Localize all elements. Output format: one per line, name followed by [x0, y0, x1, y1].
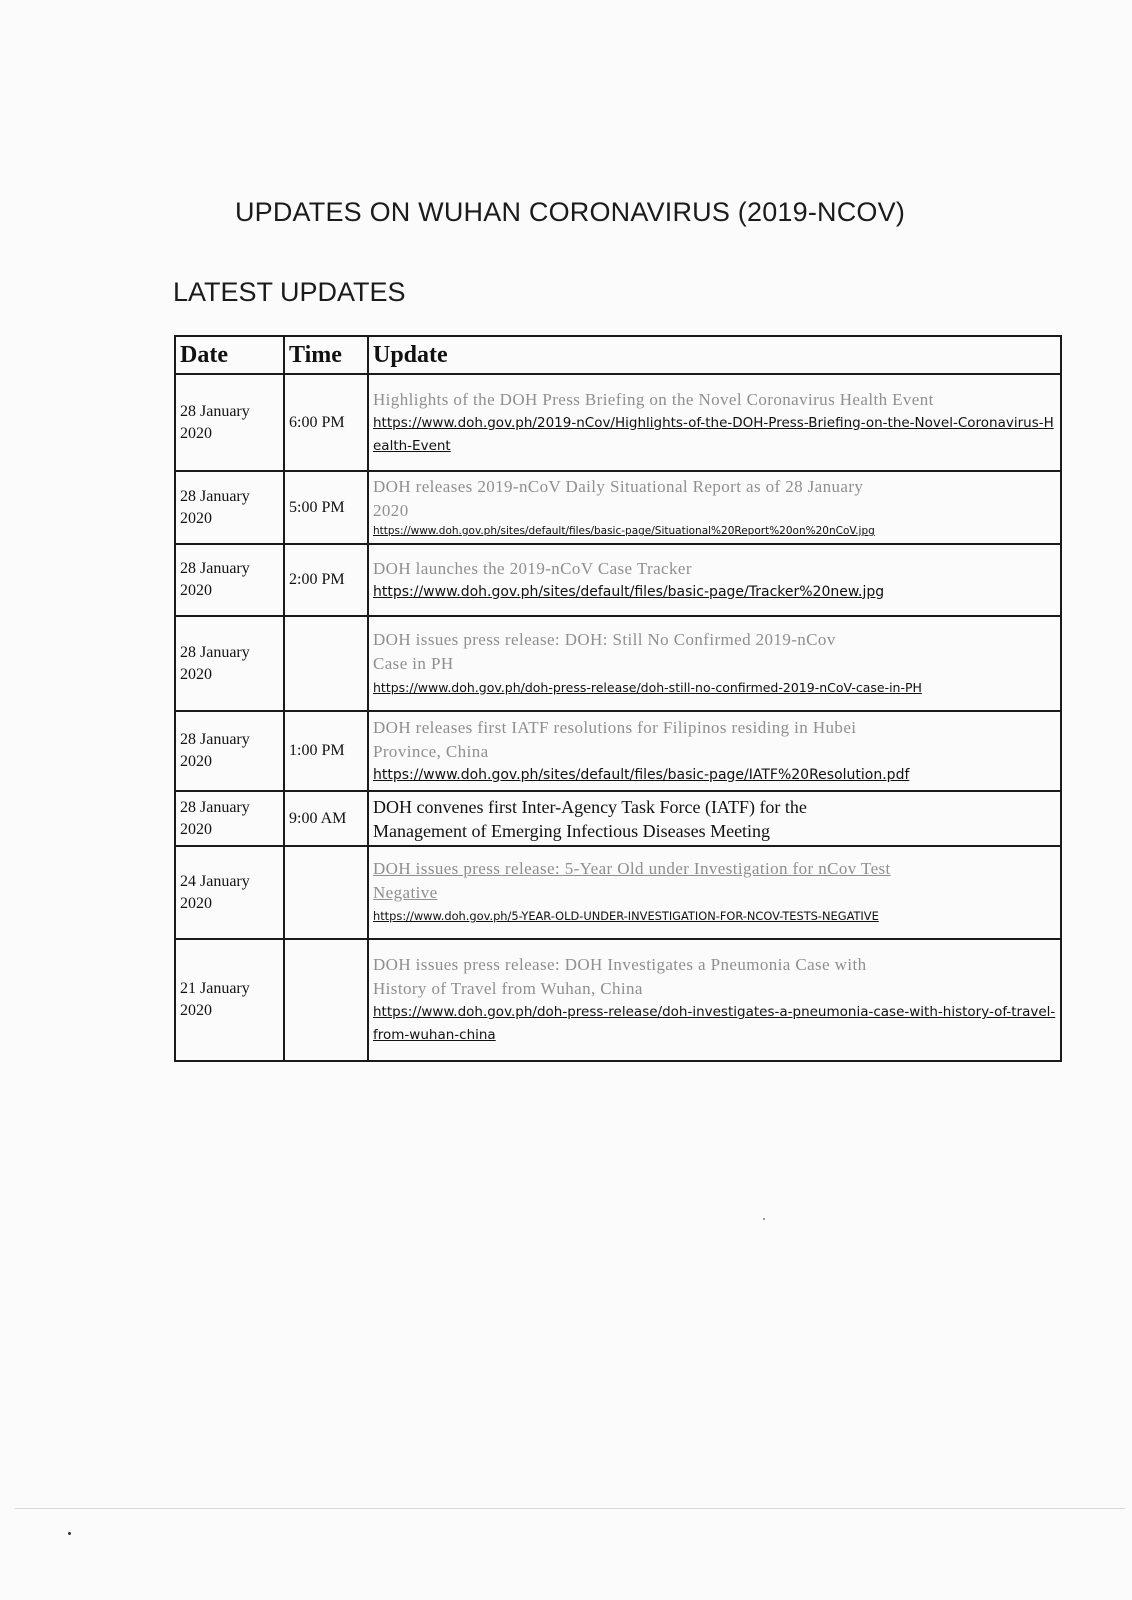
header-update: Update	[368, 336, 1061, 374]
scan-speck	[763, 1218, 765, 1220]
update-link[interactable]: https://www.doh.gov.ph/sites/default/files/basic-page/Tracker%20new.jpg	[373, 583, 885, 600]
date-cell: 28 January 2020	[175, 374, 284, 471]
table-header-row	[175, 336, 1061, 374]
time-cell	[284, 616, 368, 711]
update-title: DOH issues press release: DOH Investigates a Pneumonia Case with History of Travel from Wuhan, China	[373, 955, 867, 998]
update-title: DOH releases 2019-nCoV Daily Situational Report as of 28 January 2020	[373, 477, 864, 520]
table-row	[175, 471, 1061, 544]
update-title: DOH releases first IATF resolutions for Filipinos residing in Hubei Province, China	[373, 717, 857, 761]
update-title: DOH issues press release: DOH: Still No Confirmed 2019-nCov Case in PH	[373, 630, 836, 673]
section-title: LATEST UPDATES	[173, 277, 406, 307]
date-cell: 28 January 2020	[175, 544, 284, 616]
header-time: Time	[284, 336, 368, 374]
date-cell: 28 January 2020	[175, 471, 284, 544]
updates-table	[174, 335, 1062, 1062]
time-cell: 9:00 AM	[284, 791, 368, 846]
update-title: DOH convenes first Inter-Agency Task Force (IATF) for the Management of Emerging Infectious Diseases Meeting	[373, 796, 807, 841]
update-link[interactable]: https://www.doh.gov.ph/doh-press-release/doh-investigates-a-pneumonia-case-with-history-of-travel-from-wuhan-china	[373, 1004, 1056, 1043]
update-cell	[368, 544, 1061, 616]
scan-edge-line	[15, 1508, 1125, 1509]
time-cell: 5:00 PM	[284, 471, 368, 544]
update-title: Highlights of the DOH Press Briefing on the Novel Coronavirus Health Event	[373, 389, 934, 409]
date-cell: 24 January 2020	[175, 846, 284, 939]
update-link[interactable]: https://www.doh.gov.ph/5-YEAR-OLD-UNDER-INVESTIGATION-FOR-NCOV-TESTS-NEGATIVE	[373, 909, 879, 923]
update-cell	[368, 374, 1061, 471]
update-cell	[368, 616, 1061, 711]
update-title[interactable]: DOH issues press release: 5-Year Old under Investigation for nCov Test Negative	[373, 859, 891, 902]
update-link[interactable]: https://www.doh.gov.ph/doh-press-release/doh-still-no-confirmed-2019-nCoV-case-in-PH	[373, 680, 922, 695]
update-cell	[368, 846, 1061, 939]
table-row	[175, 846, 1061, 939]
update-link[interactable]: https://www.doh.gov.ph/sites/default/files/basic-page/Situational%20Report%20on%20nCoV.jpg	[373, 525, 875, 537]
time-cell	[284, 939, 368, 1061]
time-cell: 6:00 PM	[284, 374, 368, 471]
page-title: UPDATES ON WUHAN CORONAVIRUS (2019-NCOV)	[234, 197, 906, 227]
scan-speck	[68, 1532, 71, 1535]
table-row	[175, 374, 1061, 471]
date-cell: 28 January 2020	[175, 616, 284, 711]
update-cell	[368, 471, 1061, 544]
date-cell: 28 January 2020	[175, 791, 284, 846]
table-row	[175, 711, 1061, 791]
update-title: DOH launches the 2019-nCoV Case Tracker	[373, 558, 692, 578]
header-date: Date	[175, 336, 284, 374]
table-row	[175, 544, 1061, 616]
date-cell: 28 January 2020	[175, 711, 284, 791]
date-cell: 21 January 2020	[175, 939, 284, 1061]
table-row	[175, 939, 1061, 1061]
time-cell: 1:00 PM	[284, 711, 368, 791]
time-cell: 2:00 PM	[284, 544, 368, 616]
time-cell	[284, 846, 368, 939]
update-cell	[368, 791, 1061, 846]
update-link[interactable]: https://www.doh.gov.ph/2019-nCov/Highlights-of-the-DOH-Press-Briefing-on-the-Novel-Coronavirus-Health-Event	[373, 414, 1054, 454]
update-cell	[368, 939, 1061, 1061]
table-row	[175, 616, 1061, 711]
update-link[interactable]: https://www.doh.gov.ph/sites/default/files/basic-page/IATF%20Resolution.pdf	[373, 766, 910, 783]
table-row	[175, 791, 1061, 846]
update-cell	[368, 711, 1061, 791]
